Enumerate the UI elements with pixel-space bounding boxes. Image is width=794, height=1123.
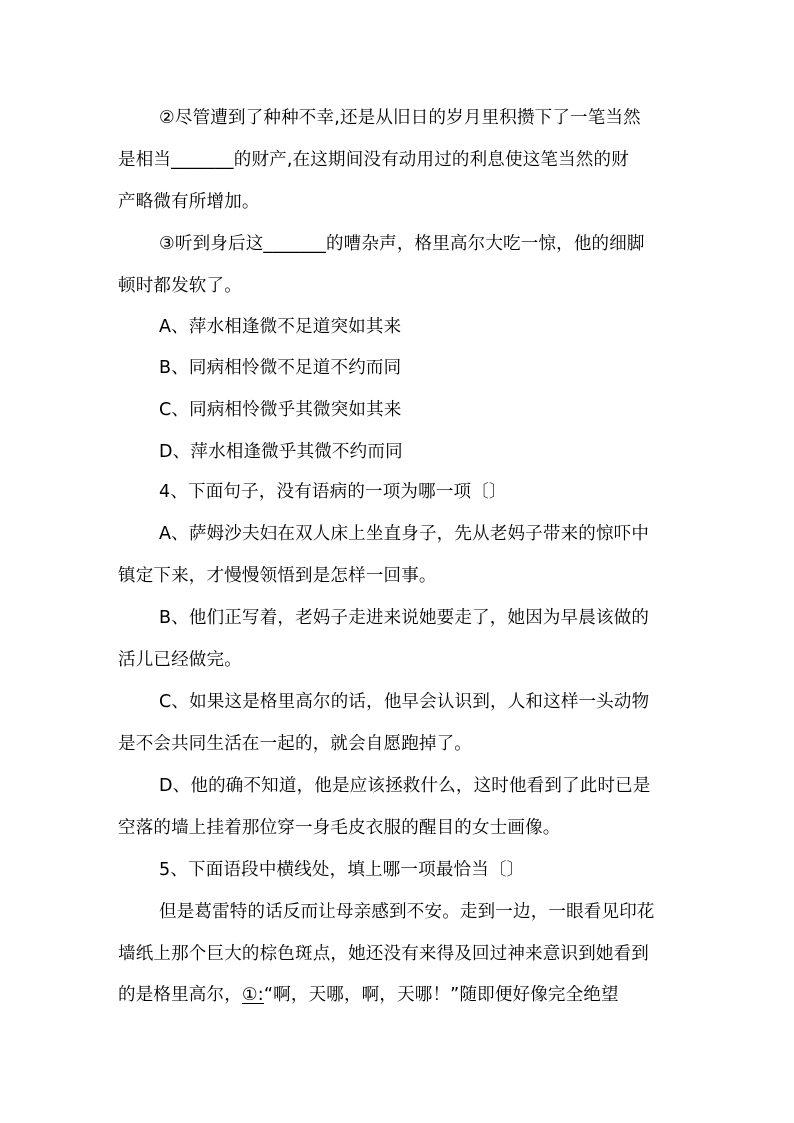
text-line: 是相当_______的财产,在这期间没有动用过的利息使这笔当然的财	[118, 150, 629, 170]
option-b: B、同病相怜微不足道不约而同	[159, 358, 402, 378]
option-a: A、萍水相逢微不足道突如其来	[159, 317, 402, 337]
text-line: 空落的墙上挂着那位穿一身毛皮衣服的醒目的女士画像。	[118, 818, 561, 838]
text-line: 产略微有所增加。	[118, 192, 260, 212]
text-line: D、他的确不知道，他是应该拯救什么，这时他看到了此时已是	[159, 776, 651, 796]
blank-marker: ①:	[241, 985, 264, 1005]
question-4: 4、下面句子，没有语病的一项为哪一项〔〕	[159, 482, 507, 502]
text-line: 活儿已经做完。	[118, 650, 242, 670]
text-line	[118, 983, 619, 1007]
text-line: 墙纸上那个巨大的棕色斑点，她还没有来得及回过神来意识到她看到	[118, 944, 649, 964]
text-line: A、萨姆沙夫妇在双人床上坐直身子，先从老妈子带来的惊吓中	[159, 524, 650, 544]
text-line: C、如果这是格里高尔的话，他早会认识到，人和这样一头动物	[159, 692, 650, 712]
question-5: 5、下面语段中横线处，填上哪一项最恰当〔〕	[159, 860, 525, 880]
text-segment: 的是格里高尔，	[118, 985, 242, 1005]
text-line: 镇定下来，才慢慢领悟到是怎样一回事。	[118, 566, 437, 586]
text-line: B、他们正写着，老妈子走进来说她要走了，她因为早晨该做的	[159, 608, 650, 628]
text-line: ②尽管遭到了种种不幸,还是从旧日的岁月里积攒下了一笔当然	[159, 108, 641, 128]
option-d: D、萍水相逢微乎其微不约而同	[159, 442, 403, 462]
text-line: 是不会共同生活在一起的，就会自愿跑掉了。	[118, 734, 472, 754]
text-line: 但是葛雷特的话反而让母亲感到不安。走到一边，一眼看见印花	[159, 902, 655, 922]
option-c: C、同病相怜微乎其微突如其来	[159, 400, 402, 420]
text-line: 顿时都发软了。	[118, 276, 242, 296]
text-segment: “啊，天哪，啊，天哪！”随即便好像完全绝望	[263, 985, 619, 1005]
text-line: ③听到身后这_______的嘈杂声，格里高尔大吃一惊，他的细脚	[159, 234, 645, 254]
